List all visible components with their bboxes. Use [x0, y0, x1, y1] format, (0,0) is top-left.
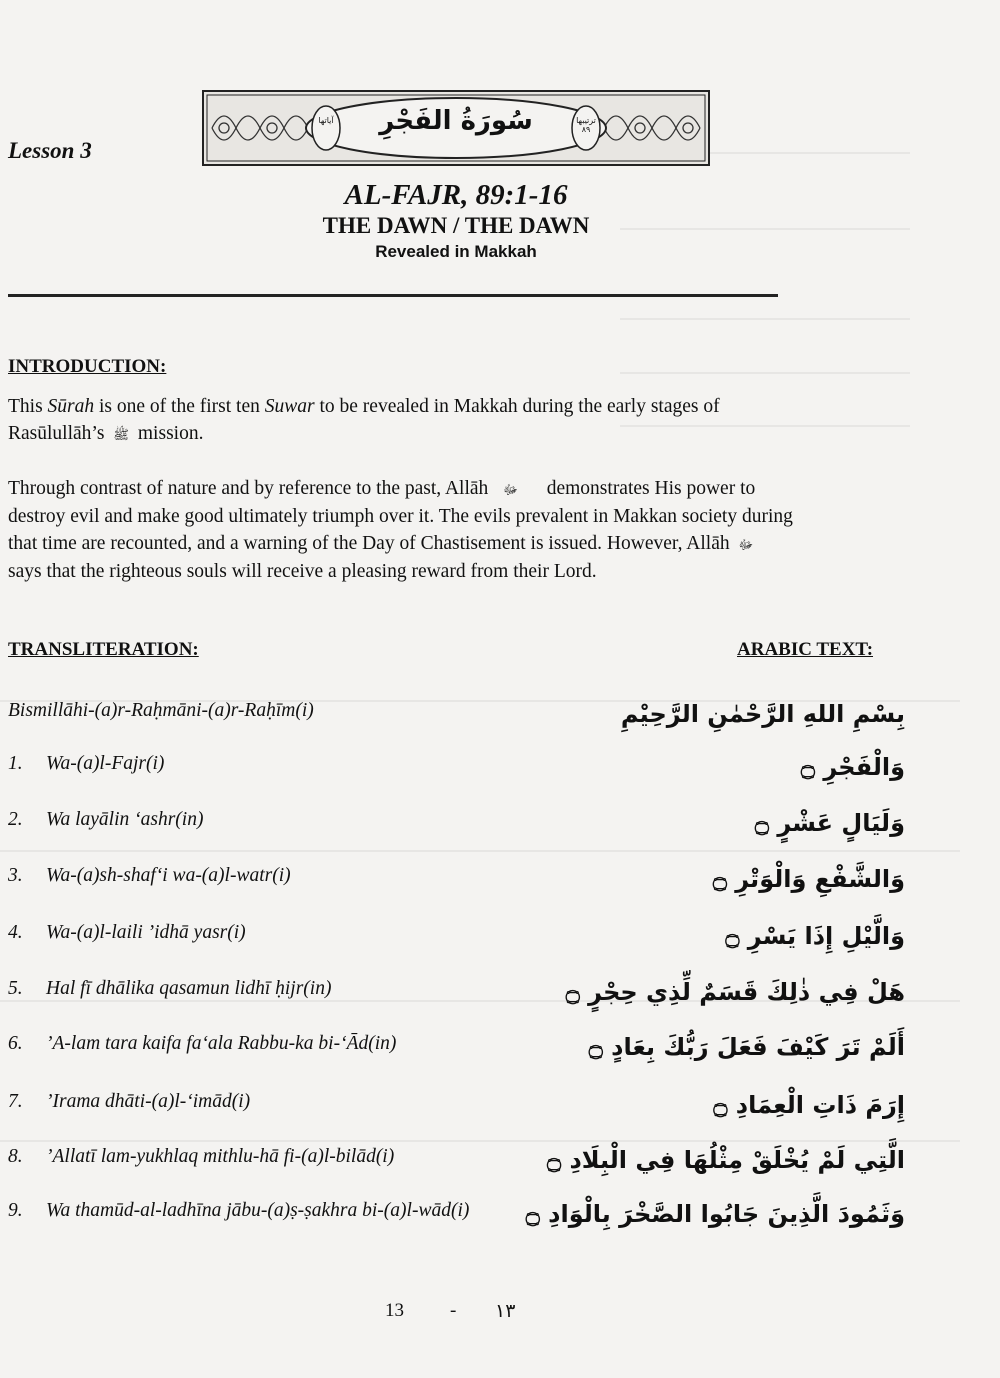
- introduction-heading: INTRODUCTION:: [8, 356, 167, 377]
- verse-transliteration: [8, 1033, 396, 1055]
- surah-name-arabic: سُورَةُ الفَجْرِ: [379, 106, 533, 136]
- verse-transliteration: [8, 753, 164, 775]
- lesson-label: Lesson 3: [8, 138, 92, 163]
- transliteration-heading: TRANSLITERATION:: [8, 639, 199, 660]
- text-run: is one of the first ten: [94, 396, 265, 417]
- term-suwar: Suwar: [264, 396, 315, 417]
- transliteration-text: ’A-lam tara kaifa fa‘ala Rabbu-ka bi-‘Ād(in): [46, 1033, 397, 1054]
- verse-arabic: وَالَّيْلِ إِذَا يَسْرِ ۝: [725, 922, 905, 950]
- verse-transliteration: [8, 1200, 469, 1222]
- verse-transliteration: [8, 700, 314, 722]
- verse-row: [0, 1146, 1000, 1186]
- page-number-arabic: ١٣: [495, 1300, 516, 1322]
- verse-arabic: الَّتِي لَمْ يُخْلَقْ مِثْلُهَا فِي الْبِلَادِ ۝: [547, 1146, 905, 1174]
- verse-row: [0, 1033, 1000, 1073]
- verse-number: 6.: [8, 1033, 23, 1054]
- surah-order-seal: ترتيبها ٨٩: [576, 116, 596, 134]
- verse-transliteration: [8, 1091, 250, 1113]
- text-run: Through contrast of nature and by reference to the past, Allāh: [8, 478, 489, 499]
- transliteration-text: Wa-(a)l-laili ’idhā yasr(i): [46, 922, 246, 943]
- verse-transliteration: [8, 978, 331, 1000]
- verse-row: [0, 700, 1000, 740]
- revelation-place: Revealed in Makkah: [375, 242, 537, 261]
- verse-arabic: وَالشَّفْعِ وَالْوَتْرِ ۝: [712, 865, 905, 893]
- verse-number: 4.: [8, 922, 23, 943]
- honorific-swt-icon: ﷻ: [738, 537, 754, 553]
- introduction-paragraph-1: [8, 393, 908, 448]
- honorific-swt-icon: ﷻ: [503, 482, 518, 498]
- text-run: says that the righteous souls will receive a pleasing reward from their Lord.: [8, 561, 597, 583]
- verse-number: 9.: [8, 1200, 23, 1221]
- verse-row: [0, 1091, 1000, 1131]
- transliteration-text: Wa-(a)l-Fajr(i): [46, 753, 165, 774]
- transliteration-text: Wa-(a)sh-shaf‘i wa-(a)l-watr(i): [46, 865, 291, 886]
- page-number-separator: -: [450, 1300, 457, 1321]
- text-run: Rasūlullāh’s: [8, 423, 105, 444]
- verse-transliteration: [8, 865, 291, 887]
- verse-arabic: أَلَمْ تَرَ كَيْفَ فَعَلَ رَبُّكَ بِعَادٍ ۝: [588, 1033, 905, 1061]
- title-block: [205, 178, 707, 264]
- verse-number: 1.: [8, 753, 23, 774]
- page-subtitle: THE DAWN / THE DAWN: [322, 213, 590, 238]
- page-title: AL-FAJR, 89:1-16: [344, 179, 568, 211]
- verse-arabic: وَثَمُودَ الَّذِينَ جَابُوا الصَّخْرَ بِالْوَادِ ۝: [525, 1200, 905, 1228]
- verse-transliteration: [8, 1146, 394, 1168]
- verse-transliteration: [8, 809, 203, 831]
- arabic-heading: ARABIC TEXT:: [737, 639, 874, 660]
- verse-number: 8.: [8, 1146, 23, 1167]
- term-surah: Sūrah: [47, 396, 95, 417]
- verse-row: [0, 753, 1000, 793]
- verse-number: 2.: [8, 809, 23, 830]
- text-run: destroy evil and make good ultimately triumph over it. The evils prevalent in Makkan society during: [8, 506, 793, 528]
- verse-row: [0, 922, 1000, 962]
- text-run: that time are recounted, and a warning of the Day of Chastisement is issued. However, Allāh: [8, 533, 730, 555]
- verse-row: [0, 865, 1000, 905]
- verse-number: 7.: [8, 1091, 23, 1112]
- transliteration-text: ’Allatī lam-yukhlaq mithlu-hā fi-(a)l-bilād(i): [46, 1146, 395, 1167]
- verse-row: [0, 809, 1000, 849]
- divider: [8, 294, 778, 297]
- page-number: 13: [385, 1300, 404, 1321]
- verse-row: [0, 1200, 1000, 1240]
- transliteration-text: Wa layālin ‘ashr(in): [46, 809, 204, 830]
- verse-transliteration: [8, 922, 246, 944]
- surah-banner: [202, 90, 710, 166]
- verse-count-seal: آياتها: [318, 116, 334, 125]
- verse-row: [0, 978, 1000, 1018]
- verse-number: 5.: [8, 978, 23, 999]
- verse-arabic: وَلَيَالٍ عَشْرٍ ۝: [754, 809, 905, 837]
- verse-arabic: بِسْمِ اللهِ الرَّحْمٰنِ الرَّحِيْمِ: [620, 700, 905, 728]
- text-run: This: [8, 396, 48, 417]
- text-run: mission.: [137, 423, 204, 444]
- verse-number: 3.: [8, 865, 23, 886]
- transliteration-text: Hal fī dhālika qasamun lidhī ḥijr(in): [46, 978, 332, 999]
- honorific-saw-icon: ﷺ: [113, 427, 130, 443]
- introduction-paragraph-2: [8, 475, 908, 585]
- transliteration-text: Wa thamūd-al-ladhīna jābu-(a)ṣ-ṣakhra bi-(a)l-wād(i): [46, 1200, 470, 1221]
- text-run: to be revealed in Makkah during the early stages of: [314, 396, 720, 417]
- text-run: demonstrates His power to: [546, 478, 756, 499]
- transliteration-text: ’Irama dhāti-(a)l-‘imād(i): [46, 1091, 251, 1112]
- verse-arabic: إِرَمَ ذَاتِ الْعِمَادِ ۝: [713, 1091, 905, 1119]
- verse-arabic: هَلْ فِي ذٰلِكَ قَسَمٌ لِّذِي حِجْرٍ ۝: [565, 978, 905, 1006]
- transliteration-text: Bismillāhi-(a)r-Raḥmāni-(a)r-Raḥīm(i): [8, 700, 314, 721]
- verse-arabic: وَالْفَجْرِ ۝: [800, 753, 905, 781]
